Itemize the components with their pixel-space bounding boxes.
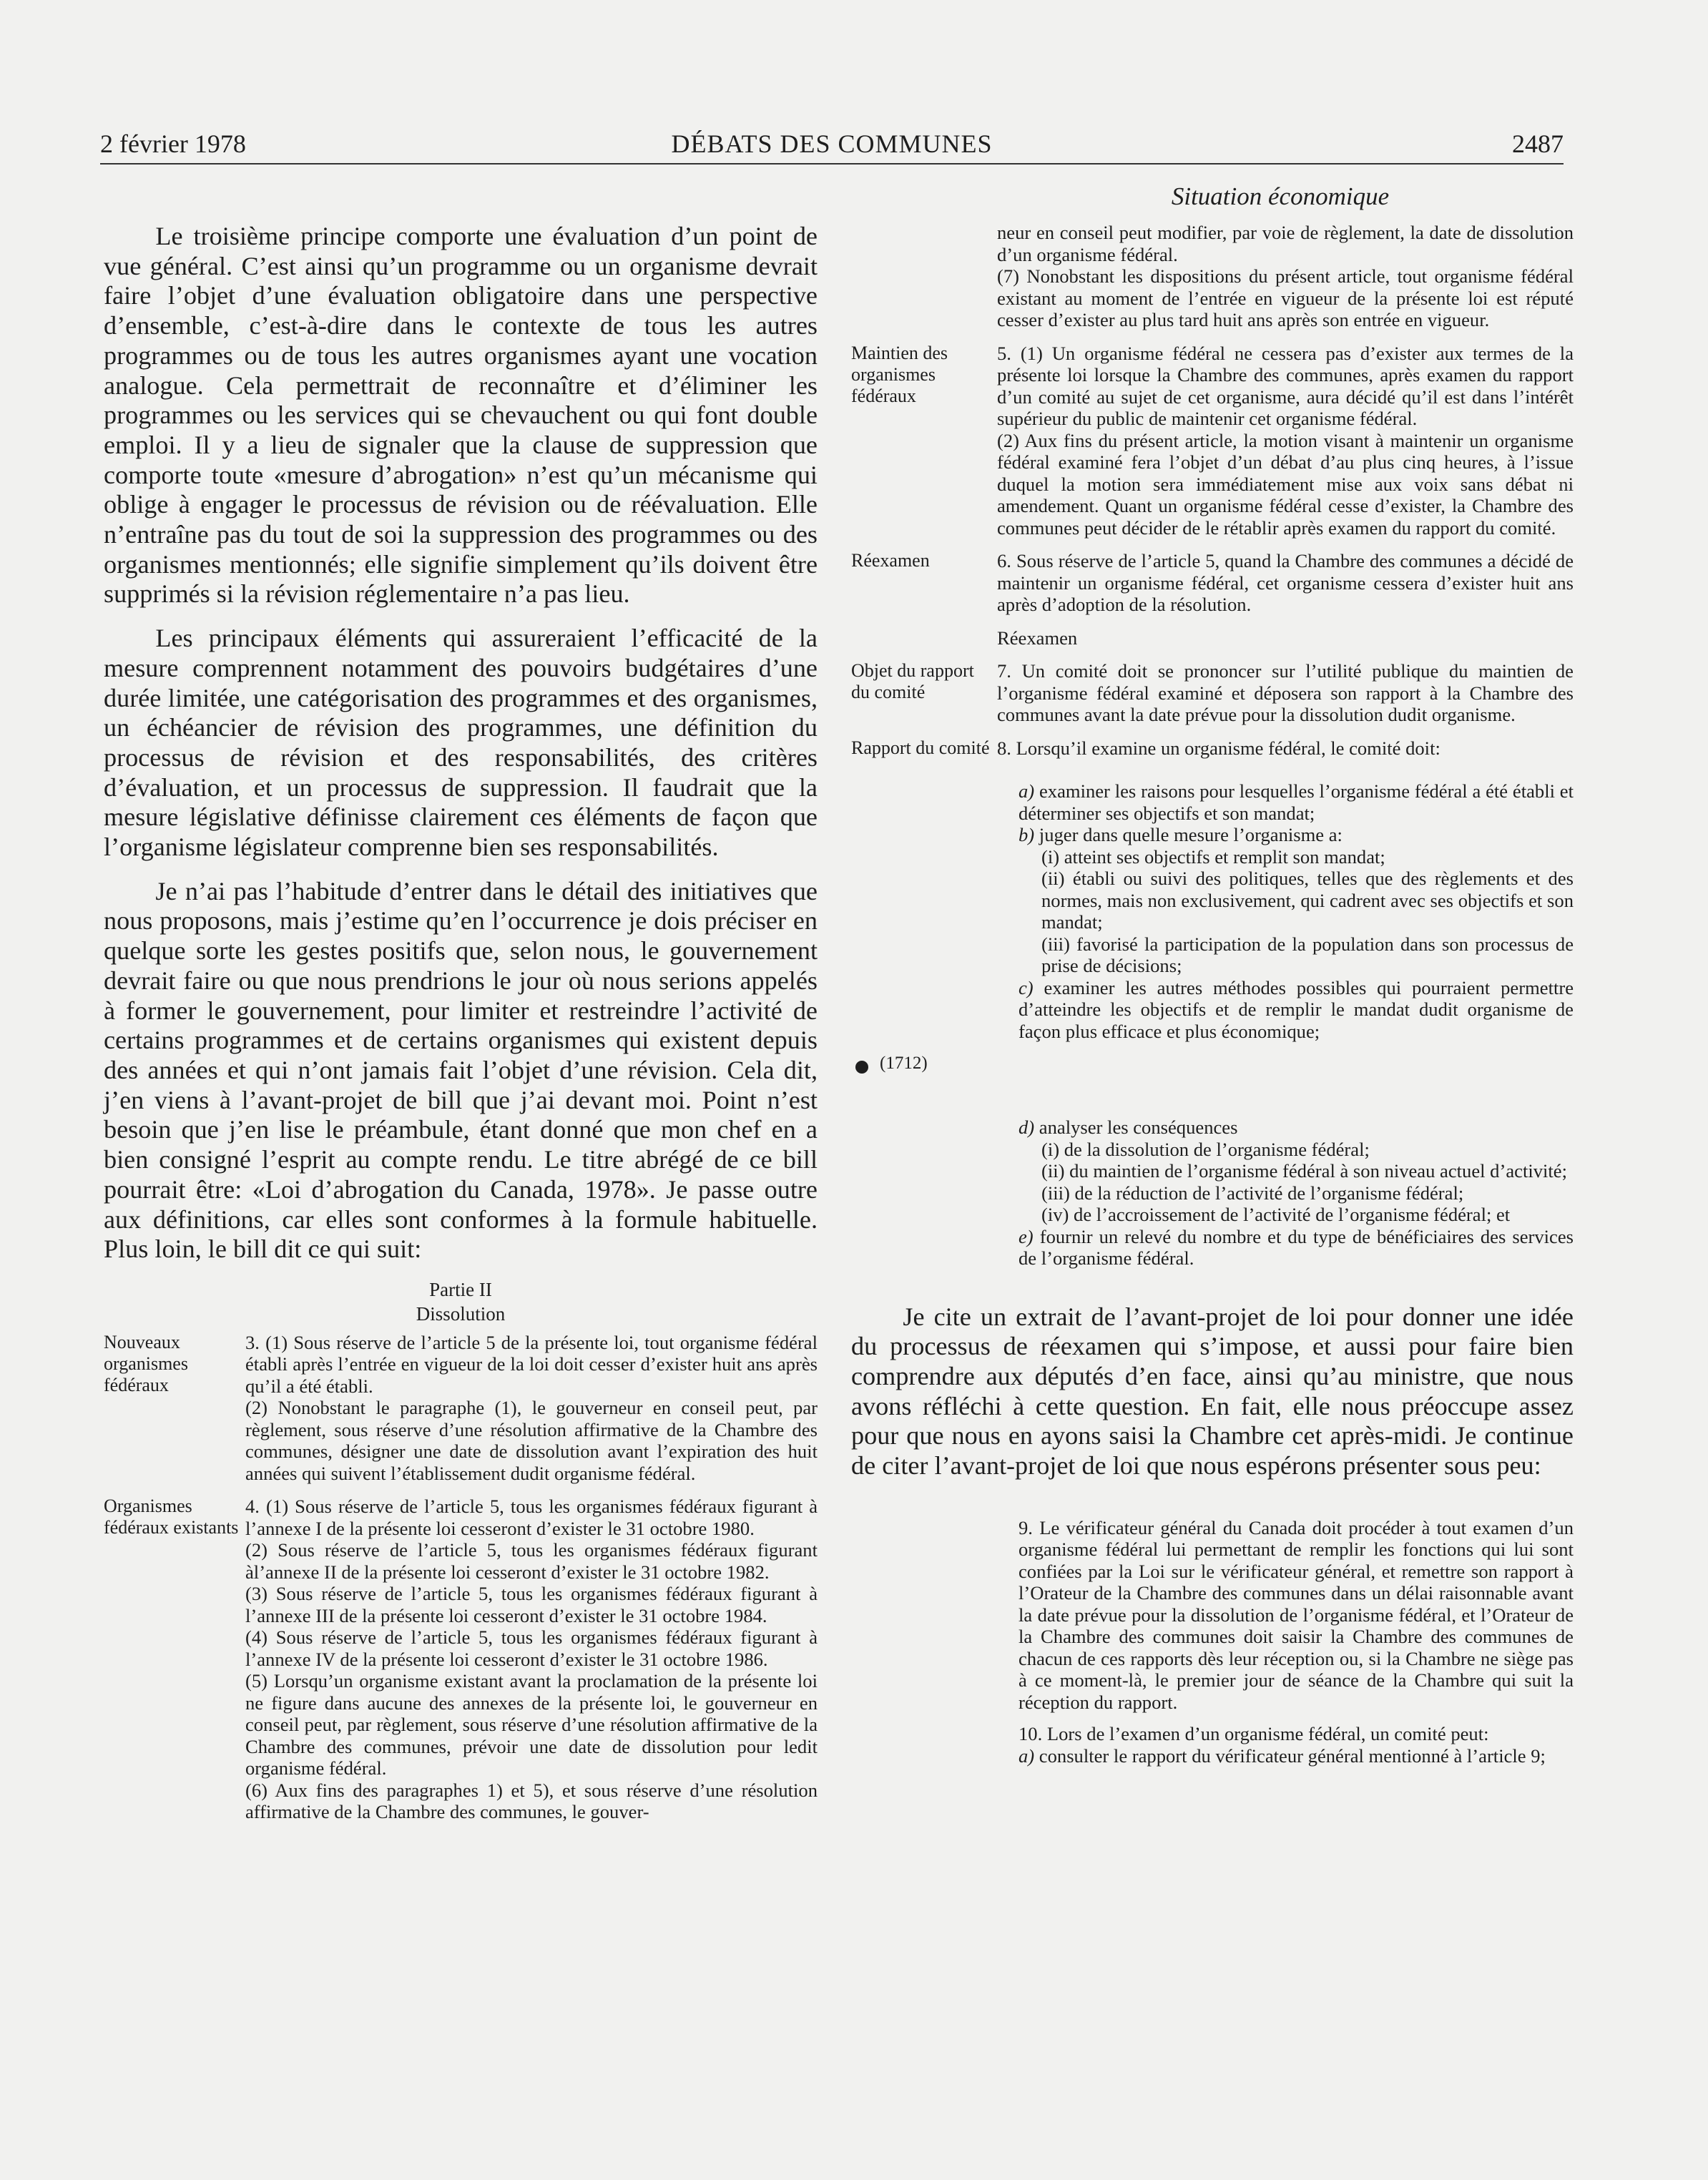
clause-3-2: (2) Nonobstant le paragraphe (1), le gouverneur en conseil peut, par règlement, sous réserve d’une résolution affirmative de la Chambre des communes, désigner une date de dissolution avant l’expiration des huit années qui suivent l’établissement dudit organisme fédéral. <box>245 1397 818 1484</box>
margin-note-rapport: Rapport du comité <box>851 737 990 758</box>
part-heading: Partie II <box>429 1278 492 1300</box>
clause-8-d: d) analyser les conséquences <box>1019 1116 1238 1138</box>
clause-5-2: (2) Aux fins du présent article, la motion visant à maintenir un organisme fédéral examiné fera l’objet d’un débat d’au plus cinq heures, à l’issue duquel la motion sera immédiatement mise aux voix sans débat ni amendement. Quant un organisme fédéral cesse d’exister, la Chambre des communes peut décider de le rétablir après examen du rapport du comité. <box>997 429 1574 539</box>
margin-note-existants: Organismes fédéraux existants <box>104 1496 239 1538</box>
clause-8-c: c) examiner les autres méthodes possibles qui pourraient permettre d’atteindre les objectifs et de remplir le mandat dudit organisme de façon plus efficace et plus économique; <box>1019 976 1574 1042</box>
margin-note-nouveaux: Nouveaux organismes fédéraux <box>104 1331 188 1395</box>
paragraph: Je cite un extrait de l’avant-projet de loi pour donner une idée du processus de réexamen qui s’impose, et aussi pour faire bien comprendre aux députés d’en face, ainsi qu’au ministre, que nous avons réfléchi à cette question. En fait, elle nous préoccupe assez pour que nous en ayons saisi la Chambre cet après-midi. Je continue de citer l’avant-projet de loi que nous espérons présenter sous peu: <box>851 1302 1574 1481</box>
paragraph: Le troisième principe comporte une évaluation d’un point de vue général. C’est ainsi qu’un programme ou un organisme devrait faire l’objet d’une évaluation obligatoire dans une perspective d’ensemble, c’est-à-dire dans le contexte de tous les autres programmes ou de tous les autres organismes ayant une vocation analogue. Cela permettrait de reconnaître et d’éliminer les programmes ou les services qui se chevauchent ou qui font double emploi. Il y a lieu de signaler que la clause de suppression que comporte toute «mesure d’abrogation» n’est qu’un mécanisme qui oblige à engager le processus de révision ou de réévaluation. Elle n’entraîne pas du tout de soi la suppression des programmes ou des organismes mentionnés; elle signifie simplement qu’ils doivent être supprimés si la révision réglementaire n’a pas lieu. <box>104 222 818 609</box>
clause-6: 6. Sous réserve de l’article 5, quand la Chambre des communes a décidé de maintenir un organisme fédéral, cet organisme cessera d’exister huit ans après d’adoption de la résolution. <box>997 550 1574 615</box>
bullet-icon <box>855 1061 868 1074</box>
clause-8: 8. Lorsqu’il examine un organisme fédéral, le comité doit: <box>997 737 1440 759</box>
clause-4-7: (7) Nonobstant les dispositions du présent article, tout organisme fédéral existant au moment de l’entrée en vigueur de la présente loi est réputé cesser d’exister au plus tard huit ans après son entrée en vigueur. <box>997 265 1574 330</box>
clause-8-b: b) juger dans quelle mesure l’organisme a: <box>1019 824 1343 845</box>
clause-8-d-i: (i) de la dissolution de l’organisme fédéral; <box>1041 1138 1370 1160</box>
clause-5-1: 5. (1) Un organisme fédéral ne cessera pas d’exister aux termes de la présente loi lorsque la Chambre des communes, après examen du rapport d’un comité au sujet de cet organisme, aura décidé qu’il est dans l’intérêt supérieur du public de maintenir cet organisme fédéral. <box>997 342 1574 429</box>
paragraph: Les principaux éléments qui assureraient l’efficacité de la mesure comprennent notamment des pouvoirs budgétaires d’une durée limitée, une catégorisation des programmes et des organismes, un échéancier de révision des programmes, une définition du processus de révision et des responsabilités, des critères d’évaluation, et un processus de suppression. Il faudrait que la mesure législative définisse clairement ces éléments de façon que l’organisme législateur comprenne bien ses responsabilités. <box>104 624 818 862</box>
reexamen-heading: Réexamen <box>997 627 1078 649</box>
clause-9: 9. Le vérificateur général du Canada doit procéder à tout examen d’un organisme fédéral lui permettant de remplir les fonctions qui lui sont confiées par la Loi sur le vérificateur général, et remettre son rapport à l’Orateur de la Chambre des communes dans un délai raisonnable avant la date prévue pour la dissolution de l’organisme fédéral, et l’Orateur de la Chambre des communes doit saisir la Chambre des communes de chacun de ces rapports dès leur réception ou, si la Chambre ne siège pas à ce moment-là, le premier jour de séance de la Chambre qui suit la réception du rapport. <box>1019 1516 1574 1713</box>
clause-4-3: (3) Sous réserve de l’article 5, tous les organismes fédéraux figurant à l’annexe III de la présente loi cesseront d’exister le 31 octobre 1984. <box>245 1583 818 1626</box>
section-title: Situation économique <box>1171 182 1390 210</box>
clause-10: 10. Lors de l’examen d’un organisme fédéral, un comité peut: <box>1019 1723 1489 1745</box>
article-5 <box>851 343 1574 539</box>
clause-8-d-iii: (iii) de la réduction de l’activité de l’organisme fédéral; <box>1041 1182 1464 1204</box>
margin-note-maintien: Maintien des organismes fédéraux <box>851 342 948 406</box>
article-8 <box>851 737 1574 1043</box>
article-3 <box>104 1332 818 1485</box>
clause-4-5: (5) Lorsqu’un organisme existant avant la proclamation de la présente loi ne figure dans aucune des annexes de la présente loi, le gouverneur en conseil peut, par règlement, sous réserve d’une résolution affirmative de la Chambre des communes, prévoir une date de dissolution pour ledit organisme fédéral. <box>245 1670 818 1779</box>
clause-4-6-cont: neur en conseil peut modifier, par voie de règlement, la date de dissolution d’un organisme fédéral. <box>997 222 1574 265</box>
clause-4-6: (6) Aux fins des paragraphes 1) et 5), et sous réserve d’une résolution affirmative de la Chambre des communes, le gouver- <box>245 1779 818 1823</box>
speech-right <box>851 1302 1574 1481</box>
dissolution-heading: Dissolution <box>416 1302 506 1325</box>
paragraph: Je n’ai pas l’habitude d’entrer dans le détail des initiatives que nous proposons, mais j’estime qu’en l’occurrence je dois préciser en quelque sorte les gestes positifs que, selon nous, le gouvernement devrait faire ou que nous prendrions le jour où nous serions appelés à former le gouvernement, pour limiter et restreindre l’activité de certains programmes et de certains organismes qui existent depuis des années et qui n’ont jamais fait l’objet d’une révision. Cela dit, j’en viens à l’avant-projet de bill que j’ai devant moi. Point n’est besoin que j’en lise le préambule, étant donné que mon chef en a bien consigné l’esprit au compte rendu. Le titre abrégé de ce bill pourrait être: «Loi d’abrogation du Canada, 1978». Je passe outre aux définitions, car elles sont conformes à la formule habituelle. Plus loin, le bill dit ce qui suit: <box>104 876 818 1264</box>
speech-left <box>104 222 818 1265</box>
margin-note-objet: Objet du rapport du comité <box>851 660 974 702</box>
clause-8-d-ii: (ii) du maintien de l’organisme fédéral à son niveau actuel d’activité; <box>1041 1160 1567 1182</box>
clause-7: 7. Un comité doit se prononcer sur l’utilité publique du maintien de l’organisme fédéral examiné et déposera son rapport à la Chambre des communes avant la date prévue pour la dissolution dudit organisme. <box>997 660 1574 725</box>
timestamp: (1712) <box>880 1054 928 1073</box>
header-title: DÉBATS DES COMMUNES <box>671 129 993 158</box>
clause-8-b-ii: (ii) établi ou suivi des politiques, telles que des règlements et des normes, mais non exclusivement, qui cadrent avec ses objectifs et son mandat; <box>1041 868 1574 933</box>
article-8-continued <box>997 1116 1574 1270</box>
article-4-continued <box>997 222 1574 331</box>
right-column <box>851 222 1574 1767</box>
header-page-number: 2487 <box>1512 129 1564 158</box>
clause-8-d-iv: (iv) de l’accroissement de l’activité de l’organisme fédéral; et <box>1041 1204 1511 1225</box>
clause-4-2: (2) Sous réserve de l’article 5, tous les organismes fédéraux figurant àl’annexe II de la présente loi cesseront d’exister le 31 octobre 1982. <box>245 1539 818 1583</box>
article-4 <box>104 1496 818 1823</box>
page-header <box>100 127 1564 165</box>
clause-4-1: 4. (1) Sous réserve de l’article 5, tous les organismes fédéraux figurant à l’annexe I de la présente loi cesseront d’exister le 31 octobre 1980. <box>245 1496 818 1539</box>
margin-note-reexamen: Réexamen <box>851 550 930 571</box>
clause-8-b-iii: (iii) favorisé la participation de la population dans son processus de prise de décisions; <box>1041 933 1574 976</box>
clause-4-4: (4) Sous réserve de l’article 5, tous les organismes fédéraux figurant à l’annexe IV de la présente loi cesseront d’exister le 31 octobre 1986. <box>245 1626 818 1670</box>
timestamp-row <box>851 1054 1574 1082</box>
article-7 <box>851 660 1574 726</box>
left-column <box>104 222 818 1835</box>
header-date: 2 février 1978 <box>100 129 246 158</box>
clause-10-a: a) consulter le rapport du vérificateur général mentionné à l’article 9; <box>1019 1744 1546 1767</box>
article-9-10 <box>997 1517 1574 1767</box>
clause-8-a: a) examiner les raisons pour lesquelles l’organisme fédéral a été établi et déterminer ses objectifs et son mandat; <box>1019 780 1574 824</box>
clause-8-b-i: (i) atteint ses objectifs et remplit son mandat; <box>1041 845 1385 868</box>
clause-8-e: e) fournir un relevé du nombre et du type de bénéficiaires des services de l’organisme fédéral. <box>1019 1225 1574 1269</box>
clause-3-1: 3. (1) Sous réserve de l’article 5 de la présente loi, tout organisme fédéral établi après l’entrée en vigueur de la loi doit cesser d’exister huit ans après qu’il a été établi. <box>245 1331 818 1397</box>
article-6 <box>851 550 1574 616</box>
